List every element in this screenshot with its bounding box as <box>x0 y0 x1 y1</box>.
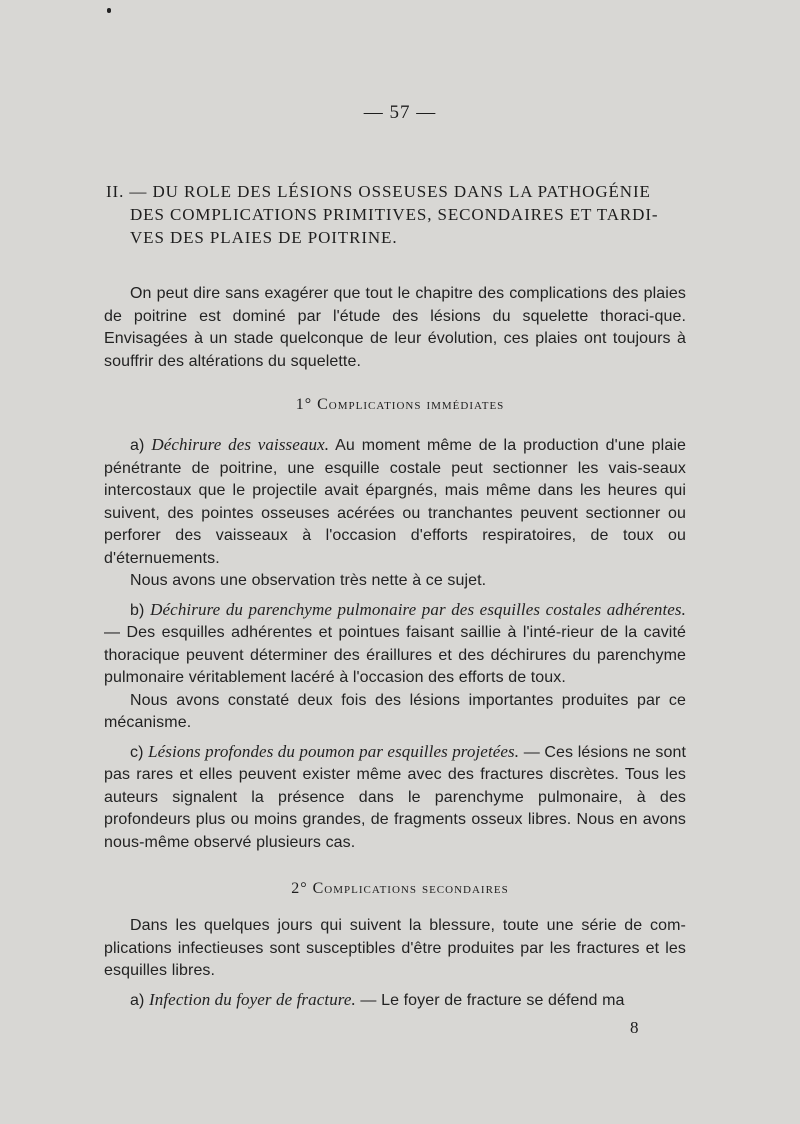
intro-paragraph: On peut dire sans exagérer que tout le chapitre des complications des plaies de poitrine est dominé par l'étude des lésions du squelette thoraci-que. Envisagées à un stade quelconque de leur évolution, ces plaies ont toujours à souffrir des altérations du squelette. <box>104 285 686 370</box>
heading-line-2: DES COMPLICATIONS PRIMITIVES, SECONDAIRES ET TARDI- <box>130 205 659 224</box>
ink-speck <box>107 8 111 13</box>
subheading-immediate <box>0 396 800 414</box>
item-label: a) <box>130 437 145 454</box>
item-title: Lésions profondes du poumon par esquilles projetées. <box>148 741 520 761</box>
secondary-block <box>104 915 686 1012</box>
subheading-number: 1° <box>295 396 313 413</box>
item-text: Au moment même de la production d'une plaie pénétrante de poitrine, une esquille costale peut sectionner les vais-seaux intercostaux que le projectile avait épargnés, mais même dans les heures qui suivent, des pointes osseuses acérées ou tranchantes peuvent sectionner ou perforer des vaisseaux à l'occasion d'efforts respiratoires, de toux ou d'éternuements. <box>104 437 686 567</box>
paragraph-c <box>104 741 686 855</box>
paragraph-b-note: Nous avons constaté deux fois des lésions importantes produites par ce mécanisme. <box>104 691 686 731</box>
subheading-number: 2° <box>291 880 308 897</box>
item-label: b) <box>130 601 145 619</box>
item-text: — Le foyer de fracture se défend ma <box>360 991 625 1009</box>
heading-line-3: VES DES PLAIES DE POITRINE. <box>130 228 398 247</box>
heading-line-1: II. — DU ROLE DES LÉSIONS OSSEUSES DANS LA PATHOGÉNIE <box>106 182 651 201</box>
section-heading <box>106 180 696 249</box>
item-label: a) <box>130 991 145 1009</box>
signature-mark: 8 <box>630 1018 639 1037</box>
item-label: c) <box>130 743 144 761</box>
item-title: Infection du foyer de fracture. <box>148 989 356 1009</box>
page-number: — 57 — <box>363 102 437 123</box>
subheading-secondary <box>0 880 800 898</box>
item-text: — Des esquilles adhérentes et pointues faisant saillie à l'inté-rieur de la cavité thoracique peuvent déterminer des éraillures et des déchirures du parenchyme pulmonaire véritablement lacéré à l'occasion des efforts de toux. <box>104 624 686 686</box>
item-title: Déchirure des vaisseaux. <box>151 435 330 454</box>
paragraph-a-note: Nous avons une observation très nette à ce sujet. <box>130 572 487 589</box>
intro-block <box>104 283 686 373</box>
subheading-title: Complications secondaires <box>312 880 509 897</box>
paragraph-intro-2: Dans les quelques jours qui suivent la blessure, toute une série de com-plications infectieuses sont susceptibles d'être produites par les fractures et les esquilles libres. <box>104 917 686 979</box>
paragraph-a2 <box>104 989 686 1013</box>
item-title: Déchirure du parenchyme pulmonaire par des esquilles costales adhérentes. <box>150 599 686 619</box>
paragraph-b <box>104 599 686 690</box>
paragraph-a <box>104 434 686 570</box>
immediate-block <box>104 434 686 854</box>
subheading-title: Complications immédiates <box>317 396 505 413</box>
item-text: — Ces lésions ne sont pas rares et elles peuvent exister même avec des fractures discrètes. Tous les auteurs signalent la présence dans le parenchyme pulmonaire, à des profondeurs plus ou moins grandes, de fragments osseux libres. Nous en avons nous-même observé plusieurs cas. <box>104 743 686 851</box>
